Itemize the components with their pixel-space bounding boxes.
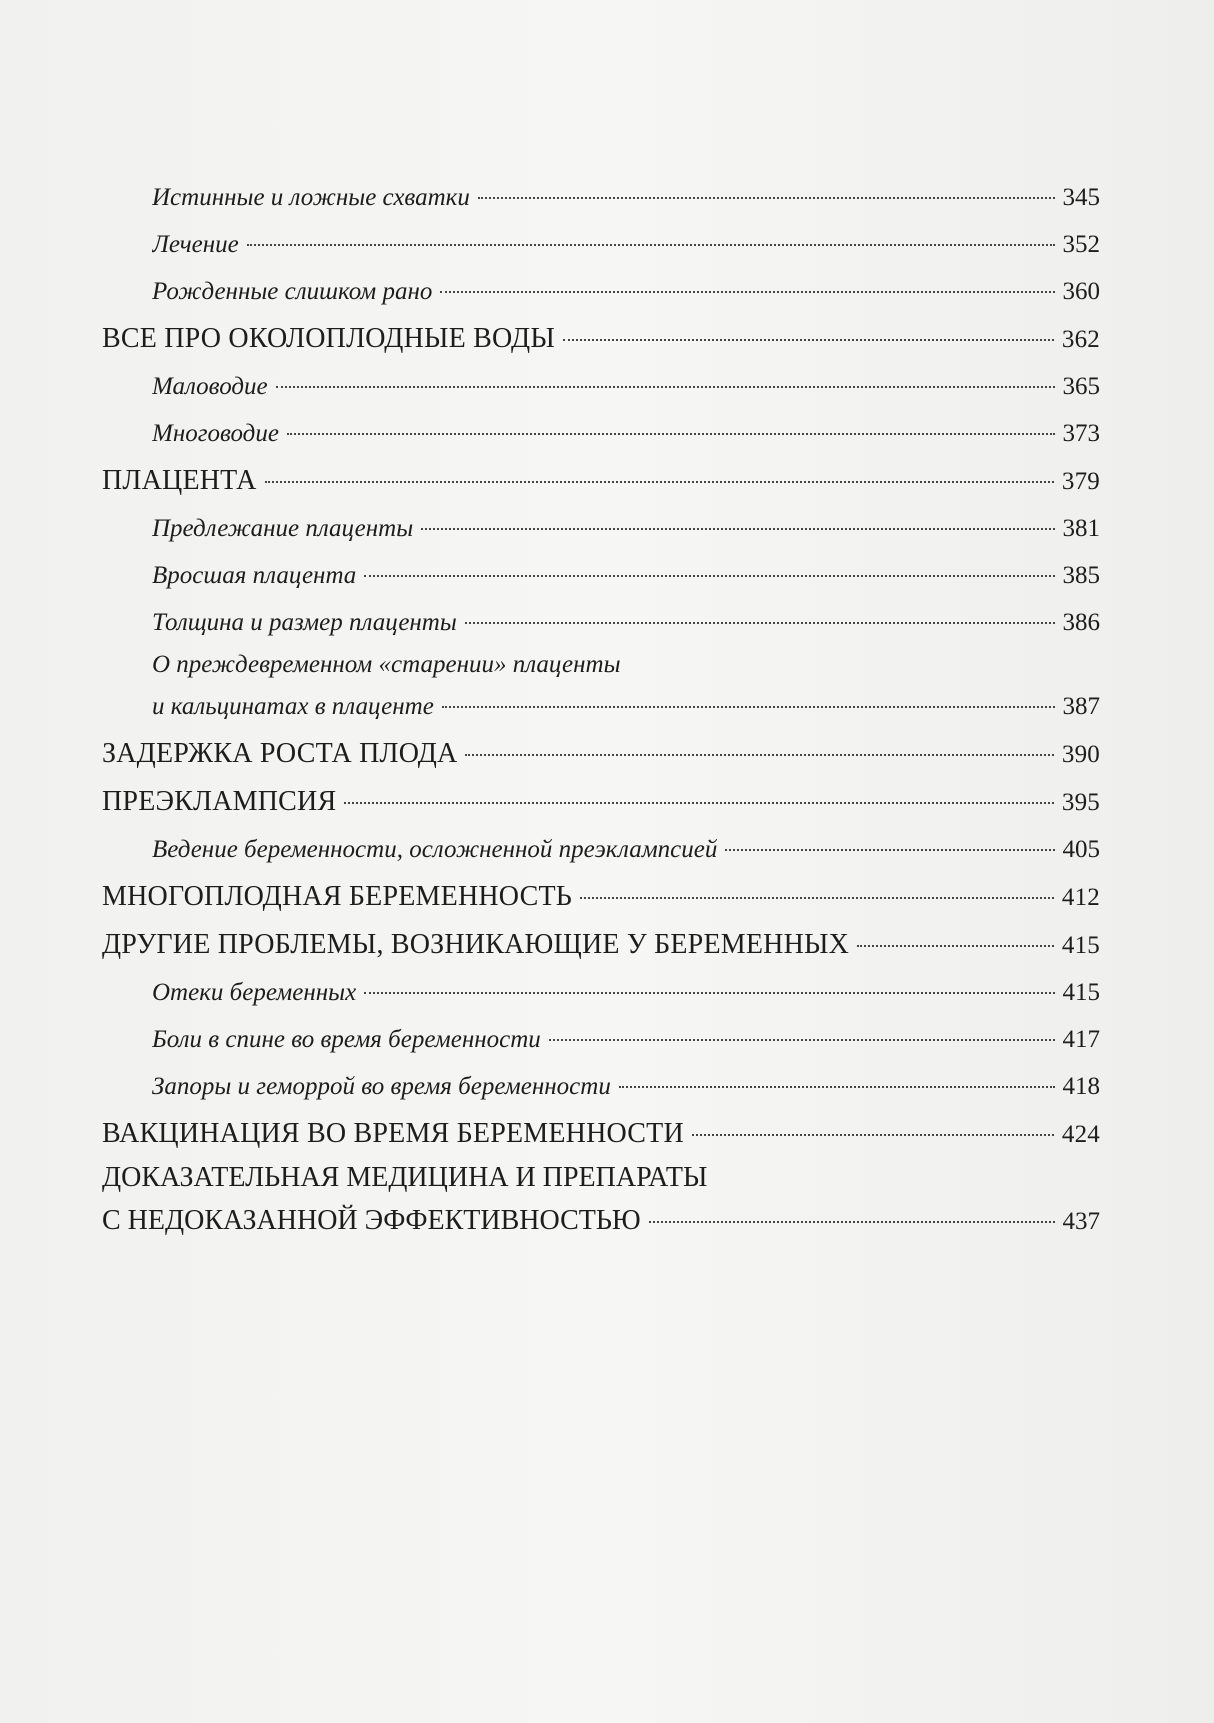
toc-entry <box>102 268 1100 315</box>
table-of-contents <box>102 174 1100 1244</box>
toc-chapter <box>102 1110 1100 1158</box>
toc-entry-title: Запоры и геморрой во время беременности <box>152 1073 611 1100</box>
toc-entry-page: 387 <box>1062 693 1100 720</box>
toc-chapter-page: 437 <box>1062 1208 1100 1235</box>
toc-chapter <box>102 873 1100 921</box>
toc-chapter <box>102 730 1100 778</box>
dot-leader <box>857 945 1054 947</box>
toc-chapter <box>102 457 1100 505</box>
toc-chapter-page: 412 <box>1061 884 1100 911</box>
toc-entry <box>102 174 1100 221</box>
dot-leader <box>580 897 1054 899</box>
toc-chapter-page: 415 <box>1061 932 1100 959</box>
dot-leader <box>276 386 1055 388</box>
toc-entry-page: 386 <box>1062 609 1100 636</box>
toc-chapter <box>102 315 1100 363</box>
toc-chapter-page: 390 <box>1061 741 1100 768</box>
toc-entry <box>102 599 1100 646</box>
toc-chapter-two-line <box>102 1158 1100 1244</box>
toc-entry-title: Маловодие <box>152 373 268 400</box>
toc-entry-title: Боли в спине во время беременности <box>152 1026 541 1053</box>
dot-leader <box>421 528 1054 530</box>
toc-chapter-page: 379 <box>1061 468 1100 495</box>
dot-leader <box>478 197 1055 199</box>
toc-entry-title: Толщина и размер плаценты <box>152 609 457 636</box>
dot-leader <box>465 622 1055 624</box>
toc-chapter-page: 424 <box>1061 1121 1100 1148</box>
dot-leader <box>442 706 1055 708</box>
dot-leader <box>563 339 1054 341</box>
dot-leader <box>725 849 1054 851</box>
dot-leader <box>364 575 1054 577</box>
toc-chapter-title: ВСЕ ПРО ОКОЛОПЛОДНЫЕ ВОДЫ <box>102 323 555 354</box>
toc-entry <box>102 826 1100 873</box>
toc-chapter-page: 362 <box>1061 326 1100 353</box>
toc-entry-page: 418 <box>1062 1073 1100 1100</box>
toc-entry <box>102 1016 1100 1063</box>
toc-entry-page: 373 <box>1062 420 1100 447</box>
toc-entry-title-line1: О преждевременном «старении» плаценты <box>152 651 621 678</box>
dot-leader <box>344 802 1054 804</box>
toc-entry <box>102 410 1100 457</box>
dot-leader <box>619 1086 1055 1088</box>
toc-chapter-title: ВАКЦИНАЦИЯ ВО ВРЕМЯ БЕРЕМЕННОСТИ <box>102 1118 684 1149</box>
dot-leader <box>287 433 1055 435</box>
toc-entry-title: Лечение <box>152 231 239 258</box>
dot-leader <box>265 481 1054 483</box>
toc-entry-title: Истинные и ложные схватки <box>152 184 470 211</box>
toc-chapter <box>102 921 1100 969</box>
toc-entry-page: 405 <box>1062 836 1100 863</box>
toc-chapter-title: МНОГОПЛОДНАЯ БЕРЕМЕННОСТЬ <box>102 881 573 912</box>
toc-entry-page: 365 <box>1062 373 1100 400</box>
toc-entry <box>102 505 1100 552</box>
toc-chapter <box>102 778 1100 826</box>
dot-leader <box>247 244 1055 246</box>
toc-entry-page: 381 <box>1062 515 1100 542</box>
toc-entry <box>102 221 1100 268</box>
toc-chapter-page: 395 <box>1061 789 1100 816</box>
dot-leader <box>364 992 1054 994</box>
toc-entry <box>102 363 1100 410</box>
toc-entry-title: Рожденные слишком рано <box>152 278 433 305</box>
toc-entry-two-line <box>102 646 1100 730</box>
toc-chapter-title: ПРЕЭКЛАМПСИЯ <box>102 786 337 817</box>
dot-leader <box>692 1134 1054 1136</box>
dot-leader <box>440 291 1054 293</box>
toc-chapter-title: ДРУГИЕ ПРОБЛЕМЫ, ВОЗНИКАЮЩИЕ У БЕРЕМЕННЫХ <box>102 929 850 960</box>
toc-entry-title-line2: и кальцинатах в плаценте <box>152 693 434 720</box>
toc-entry <box>102 1063 1100 1110</box>
toc-entry-page: 345 <box>1062 184 1100 211</box>
toc-entry-title: Многоводие <box>152 420 279 447</box>
toc-chapter-title-line2: С НЕДОКАЗАННОЙ ЭФФЕКТИВНОСТЬЮ <box>102 1205 641 1236</box>
toc-entry-title: Отеки беременных <box>152 979 357 1006</box>
toc-entry-title: Предлежание плаценты <box>152 515 414 542</box>
toc-entry <box>102 969 1100 1016</box>
toc-entry-title: Вросшая плацента <box>152 562 357 589</box>
toc-entry-page: 385 <box>1062 562 1100 589</box>
toc-chapter-title: ПЛАЦЕНТА <box>102 465 257 496</box>
toc-entry-page: 360 <box>1062 278 1100 305</box>
dot-leader <box>649 1221 1055 1223</box>
toc-entry-page: 417 <box>1062 1026 1100 1053</box>
toc-entry <box>102 552 1100 599</box>
toc-chapter-title: ЗАДЕРЖКА РОСТА ПЛОДА <box>102 738 458 769</box>
toc-entry-page: 415 <box>1062 979 1100 1006</box>
toc-entry-page: 352 <box>1062 231 1100 258</box>
toc-entry-title: Ведение беременности, осложненной преэклампсией <box>152 836 718 863</box>
toc-chapter-title-line1: ДОКАЗАТЕЛЬНАЯ МЕДИЦИНА И ПРЕПАРАТЫ <box>102 1162 708 1193</box>
dot-leader <box>465 754 1053 756</box>
dot-leader <box>549 1039 1055 1041</box>
